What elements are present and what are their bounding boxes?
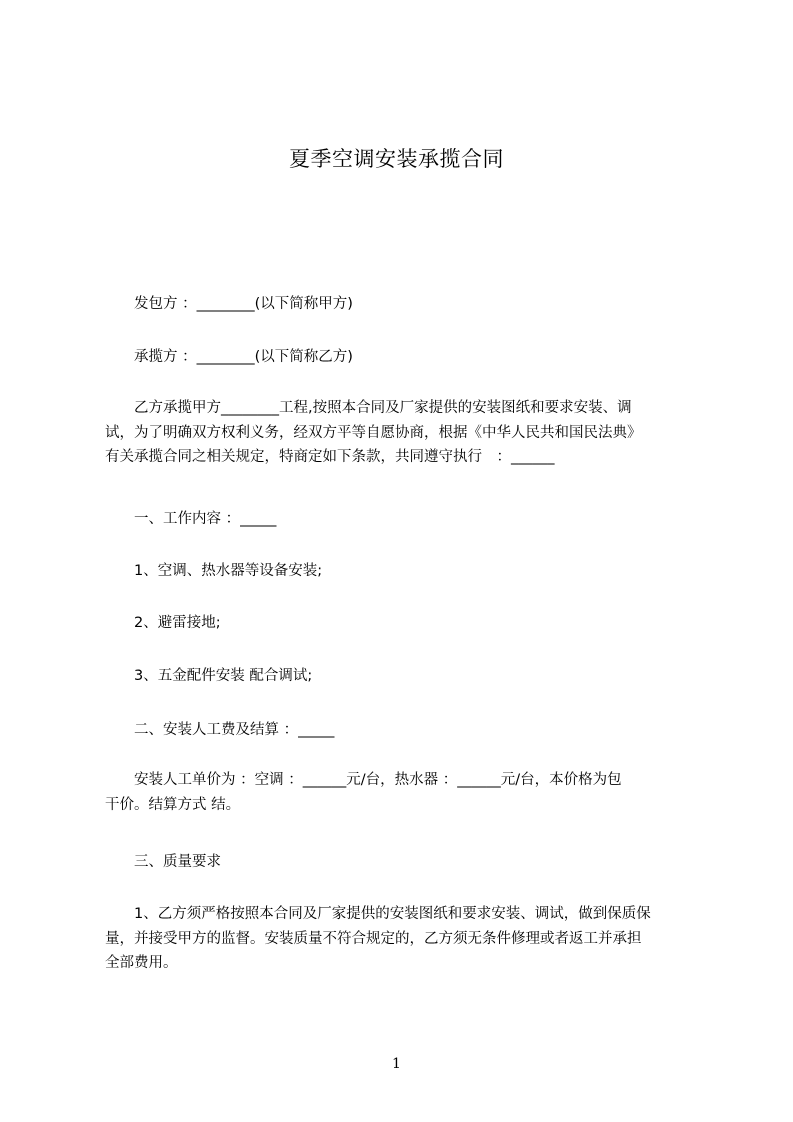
- intro-line-3: 有关承揽合同之相关规定，特商定如下条款，共同遵守执行 ：______: [105, 449, 555, 465]
- quality-paragraph: [105, 902, 705, 976]
- fee-line-2: 干价。结算方式 结。: [105, 796, 241, 813]
- section-2-heading: 二、安装人工费及结算 ：_____: [105, 722, 335, 738]
- fee-paragraph: [105, 768, 705, 817]
- document-title: 夏季空调安装承揽合同: [289, 147, 504, 171]
- intro-paragraph: [105, 396, 705, 470]
- contractor-line: 发包方 ：________(以下简称甲方): [105, 296, 353, 312]
- work-item-2: 2、避雷接地;: [105, 615, 221, 631]
- intro-line-1: 乙方承揽甲方________工程,按照本合同及厂家提供的安装图纸和要求安装、调: [105, 400, 632, 416]
- fee-line-1: 安装人工单价为 ：空调 ：______元/台，热水器 ：______元/台，本价格为包: [105, 772, 622, 788]
- quality-line-1: 1、乙方须严格按照本合同及厂家提供的安装图纸和要求安装、调试，做到保质保: [105, 906, 651, 922]
- undertaker-line: 承揽方 ：________(以下简称乙方): [105, 349, 353, 365]
- quality-line-3: 全部费用。: [105, 955, 178, 971]
- work-item-3: 3、五金配件安装 配合调试;: [105, 668, 313, 684]
- intro-line-2: 试，为了明确双方权利义务，经双方平等自愿协商，根据《中华人民共和国民法典》: [105, 424, 642, 441]
- work-item-1: 1、空调、热水器等设备安装;: [105, 563, 323, 579]
- section-1-heading: 一、工作内容 ：_____: [105, 511, 277, 527]
- page-number: 1: [392, 1056, 401, 1072]
- section-3-heading: 三、质量要求: [105, 854, 221, 870]
- quality-line-2: 量，并接受甲方的监督。安装质量不符合规定的，乙方须无条件修理或者返工并承担: [105, 930, 642, 947]
